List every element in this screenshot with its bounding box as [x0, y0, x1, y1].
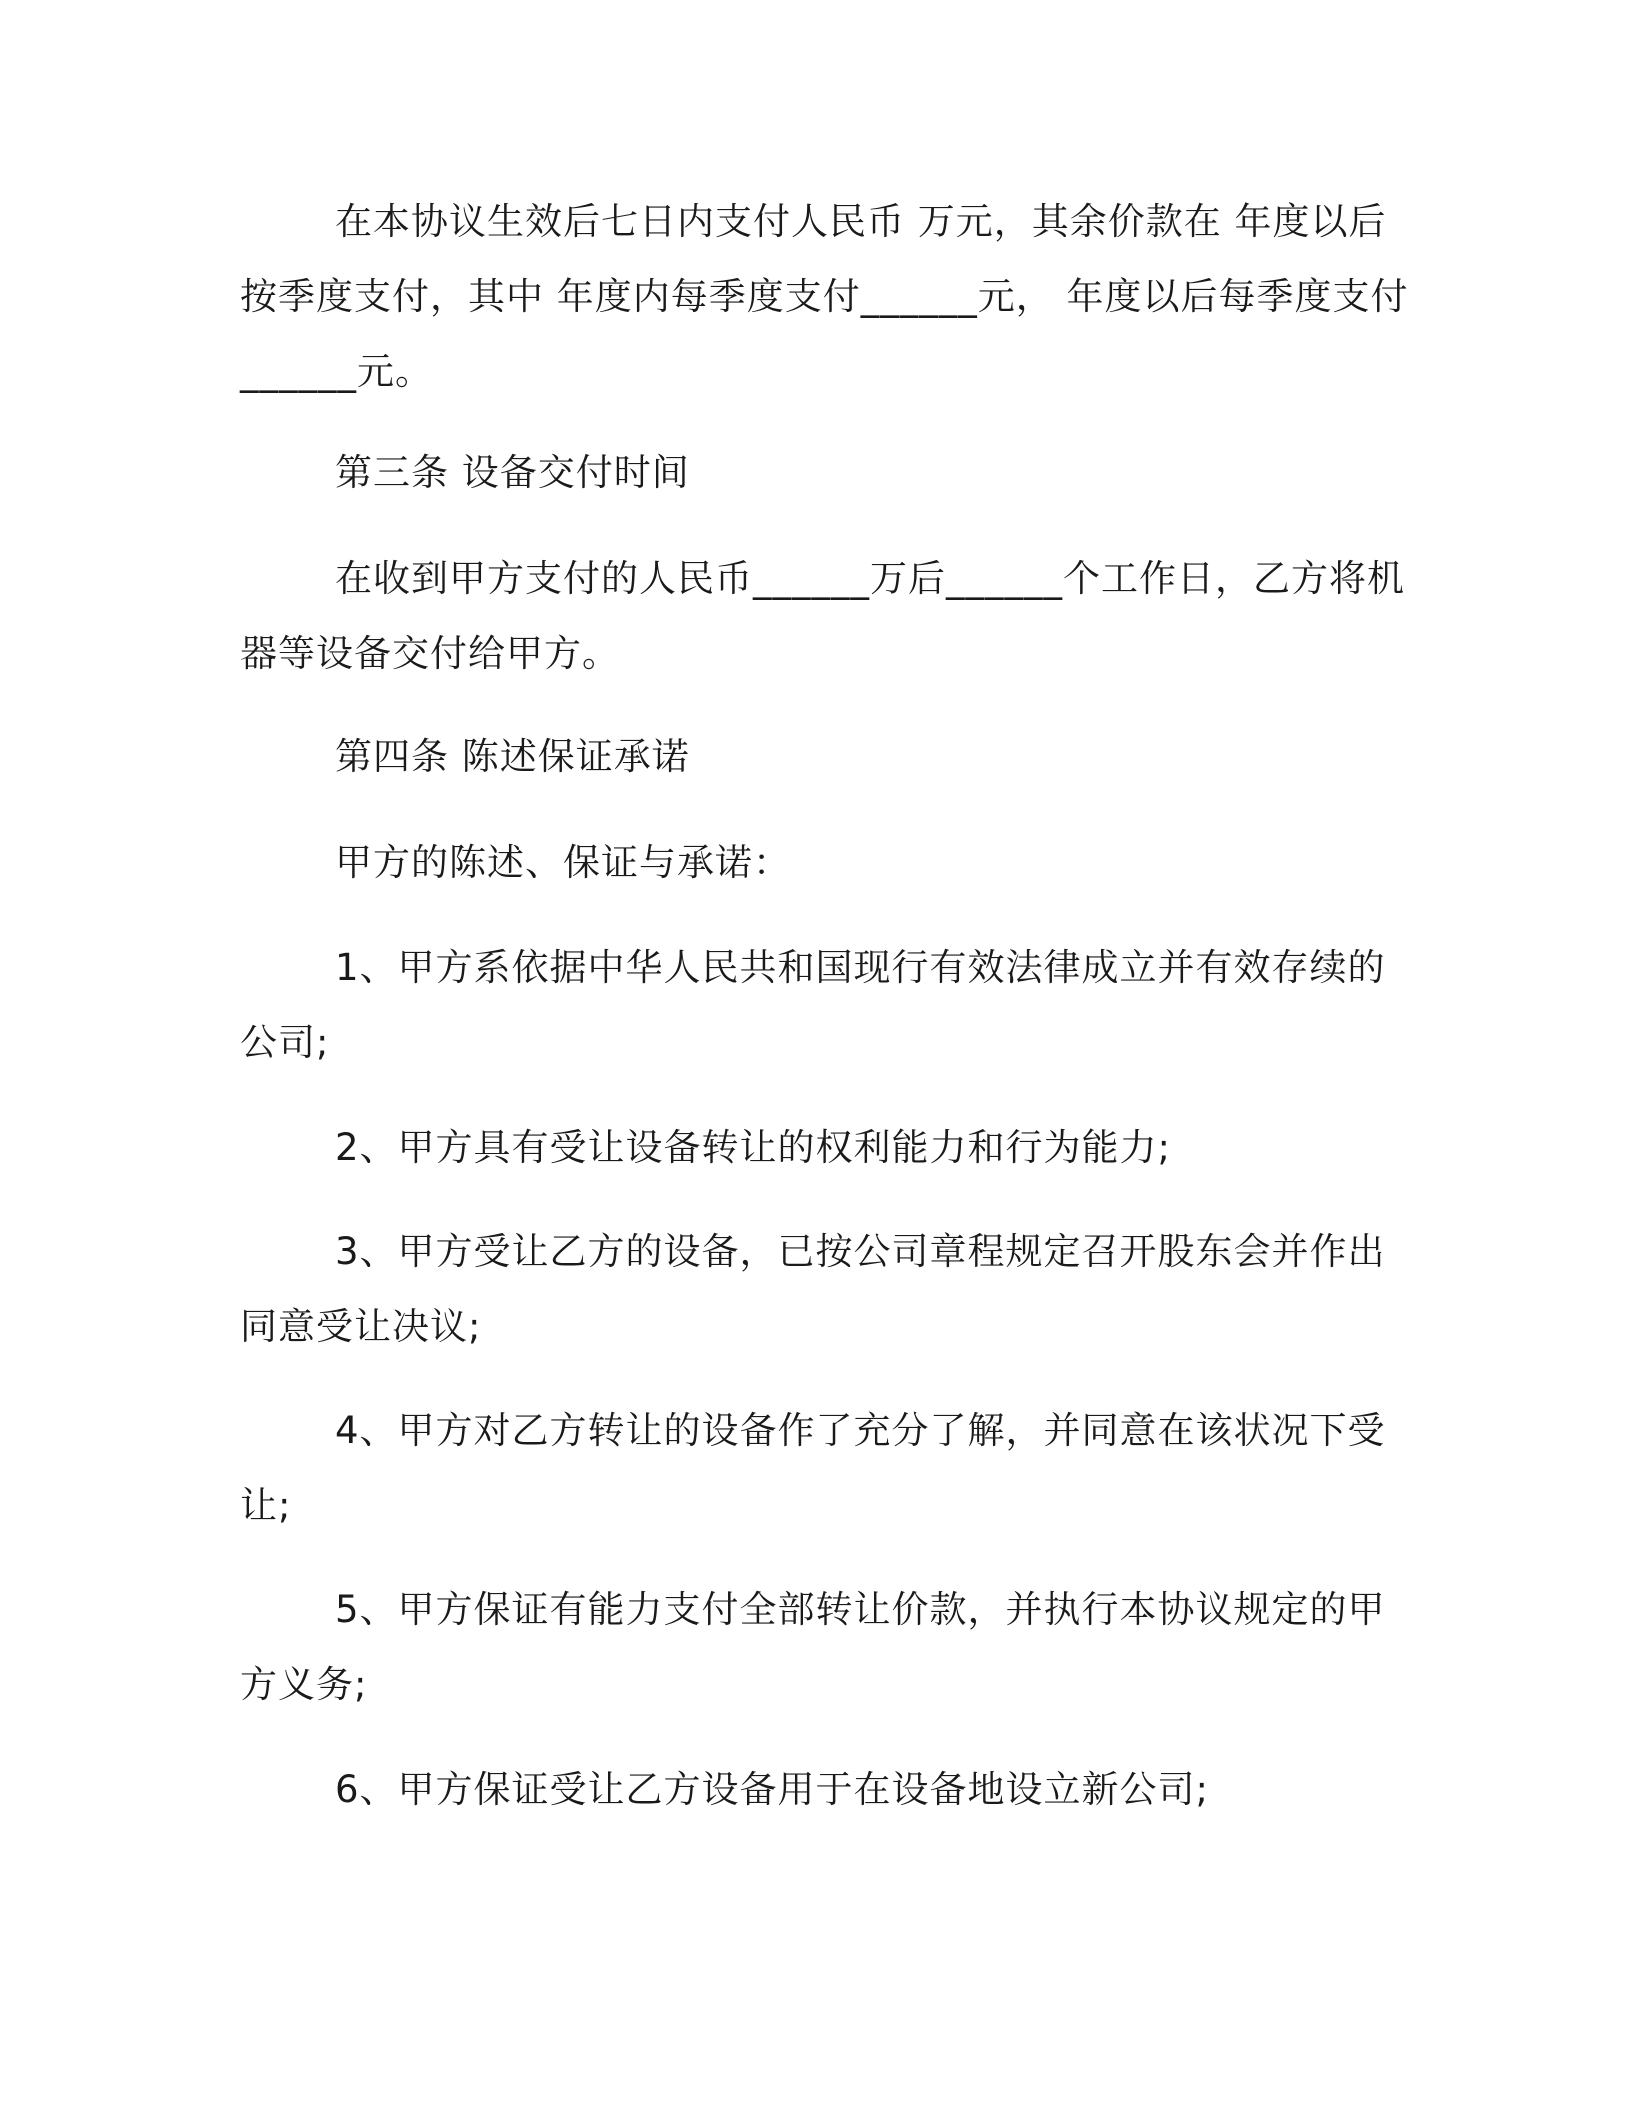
heading-text: 第四条 陈述保证承诺: [335, 735, 690, 778]
article-3-body-paragraph: [240, 541, 1405, 691]
text-line: 2、甲方具有受让设备转让的权利能力和行为能力;: [335, 1126, 1172, 1169]
list-item: [240, 1110, 1360, 1185]
text-line: 3、甲方受让乙方的设备，已按公司章程规定召开股东会并作出: [335, 1230, 1386, 1273]
article-3-heading: [240, 435, 1360, 510]
text-line: 器等设备交付给甲方。: [240, 632, 620, 675]
heading-text: 第三条 设备交付时间: [335, 451, 690, 494]
text-line: 在收到甲方支付的人民币______万后______个工作日，乙方将机: [335, 557, 1405, 600]
text-line: 6、甲方保证受让乙方设备用于在设备地设立新公司;: [335, 1768, 1210, 1811]
text-line: 甲方的陈述、保证与承诺：: [335, 841, 791, 884]
list-item: [240, 1393, 1386, 1543]
text-line: 在本协议生效后七日内支付人民币 万元，其余价款在 年度以后: [335, 200, 1387, 243]
text-line: 公司;: [240, 1021, 330, 1064]
text-line: 5、甲方保证有能力支付全部转让价款，并执行本协议规定的甲: [335, 1588, 1386, 1631]
article-4-heading: [240, 719, 1360, 794]
payment-terms-paragraph: [240, 184, 1409, 409]
list-item: [240, 1214, 1386, 1364]
party-a-intro-paragraph: [240, 825, 1360, 900]
text-line: 同意受让决议;: [240, 1305, 482, 1348]
text-line: 方义务;: [240, 1663, 368, 1706]
text-line: 1、甲方系依据中华人民共和国现行有效法律成立并有效存续的: [335, 946, 1386, 989]
text-line: 让;: [240, 1484, 292, 1527]
text-line: 4、甲方对乙方转让的设备作了充分了解，并同意在该状况下受: [335, 1409, 1386, 1452]
list-item: [240, 930, 1386, 1080]
text-line: 按季度支付，其中 年度内每季度支付______元， 年度以后每季度支付: [240, 275, 1409, 318]
list-item: [240, 1572, 1386, 1722]
text-line: ______元。: [240, 350, 433, 393]
list-item: [240, 1752, 1360, 1827]
